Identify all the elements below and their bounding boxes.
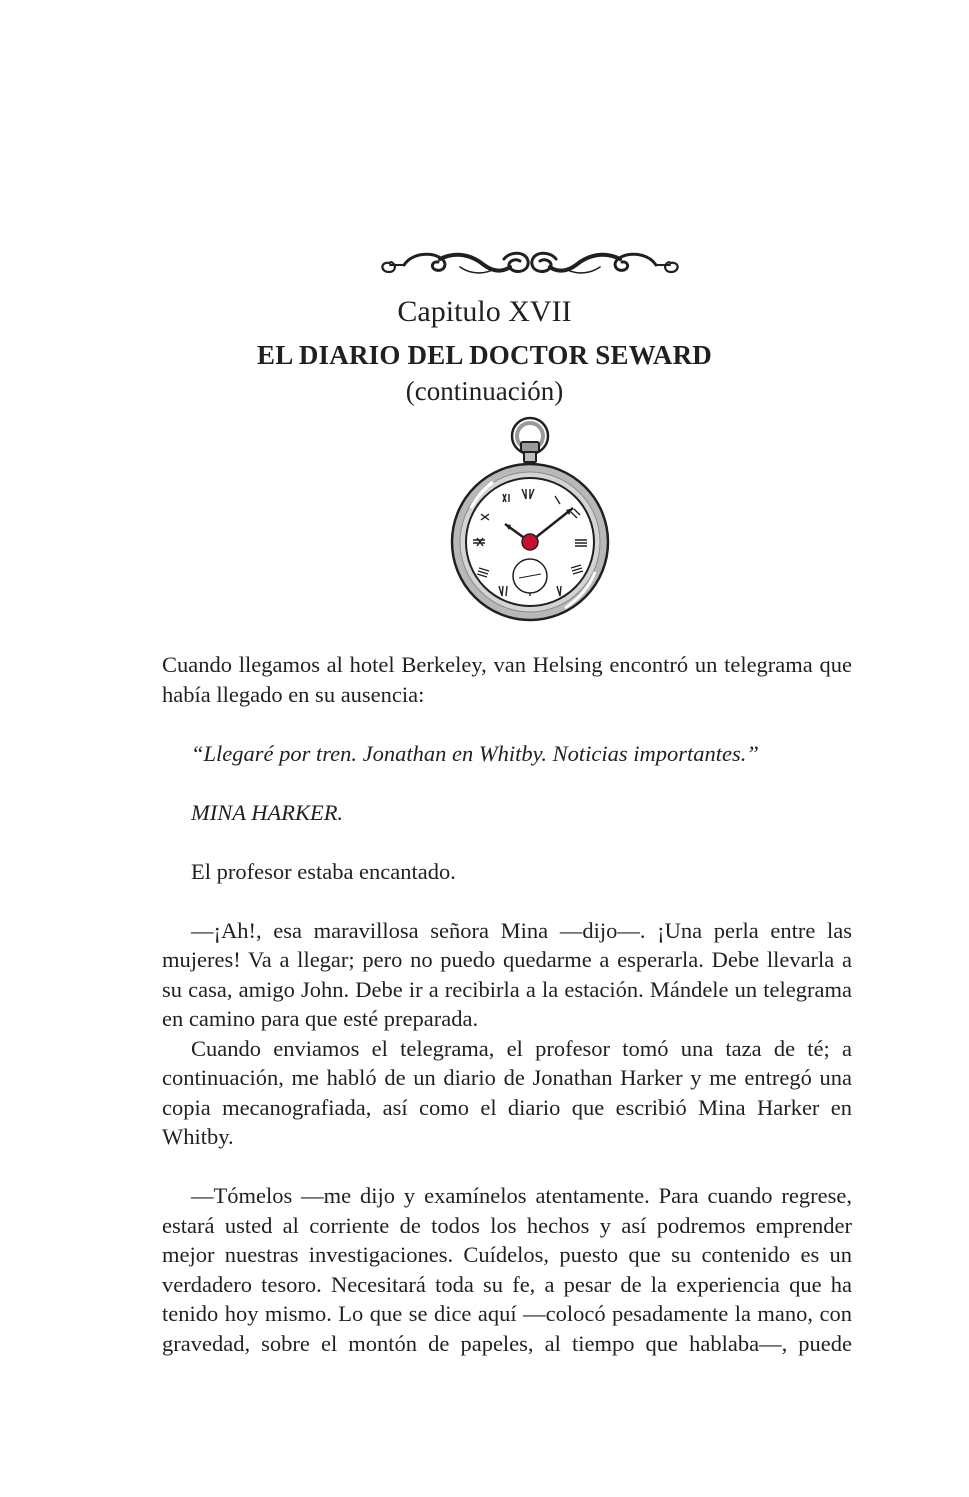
paragraph: Cuando llegamos al hotel Berkeley, van Helsing encontró un telegrama que había llegado en su ausencia:	[162, 652, 852, 707]
chapter-number: Capitulo XVII	[397, 295, 572, 328]
paragraph: El profesor estaba encantado.	[191, 858, 456, 884]
body-text	[162, 650, 852, 1358]
telegram-signature: MINA HARKER.	[191, 799, 344, 825]
telegram-quote: “Llegaré por tren. Jonathan en Whitby. Noticias importantes.”	[191, 740, 759, 766]
paragraph: —¡Ah!, esa maravillosa señora Mina —dijo—. ¡Una perla entre las mujeres! Va a llegar; pero no puedo quedarme a esperarla. Debe llevarla a su casa, amigo John. Debe ir a recibirla a la estación. Mándele un telegrama en camino para que esté preparada.	[162, 917, 852, 1031]
chapter-subtitle: (continuación)	[405, 376, 564, 406]
paragraph: —Tómelos —me dijo y examínelos atentamente. Para cuando regrese, estará usted al corriente de todos los hechos y así podremos emprender mejor nuestras investigaciones. Cuídelos, puesto que su contenido es un verdadero tesoro. Necesitará toda su fe, a pesar de la experiencia que ha tenido hoy mismo. Lo que se dice aquí —colocó pesadamente la mano, con gravedad, sobre el montón de papeles, al tiempo que hablaba—, puede	[162, 1183, 852, 1356]
scroll-flourish-ornament-icon	[376, 243, 684, 283]
paragraph: Cuando enviamos el telegrama, el profesor tomó una taza de té; a continuación, me habló de un diario de Jonathan Harker y me entregó una copia mecanografiada, así como el diario que escribió Mina Harker en Whitby.	[162, 1035, 852, 1149]
pocket-watch-icon	[447, 412, 613, 622]
chapter-title: EL DIARIO DEL DOCTOR SEWARD	[256, 340, 712, 370]
